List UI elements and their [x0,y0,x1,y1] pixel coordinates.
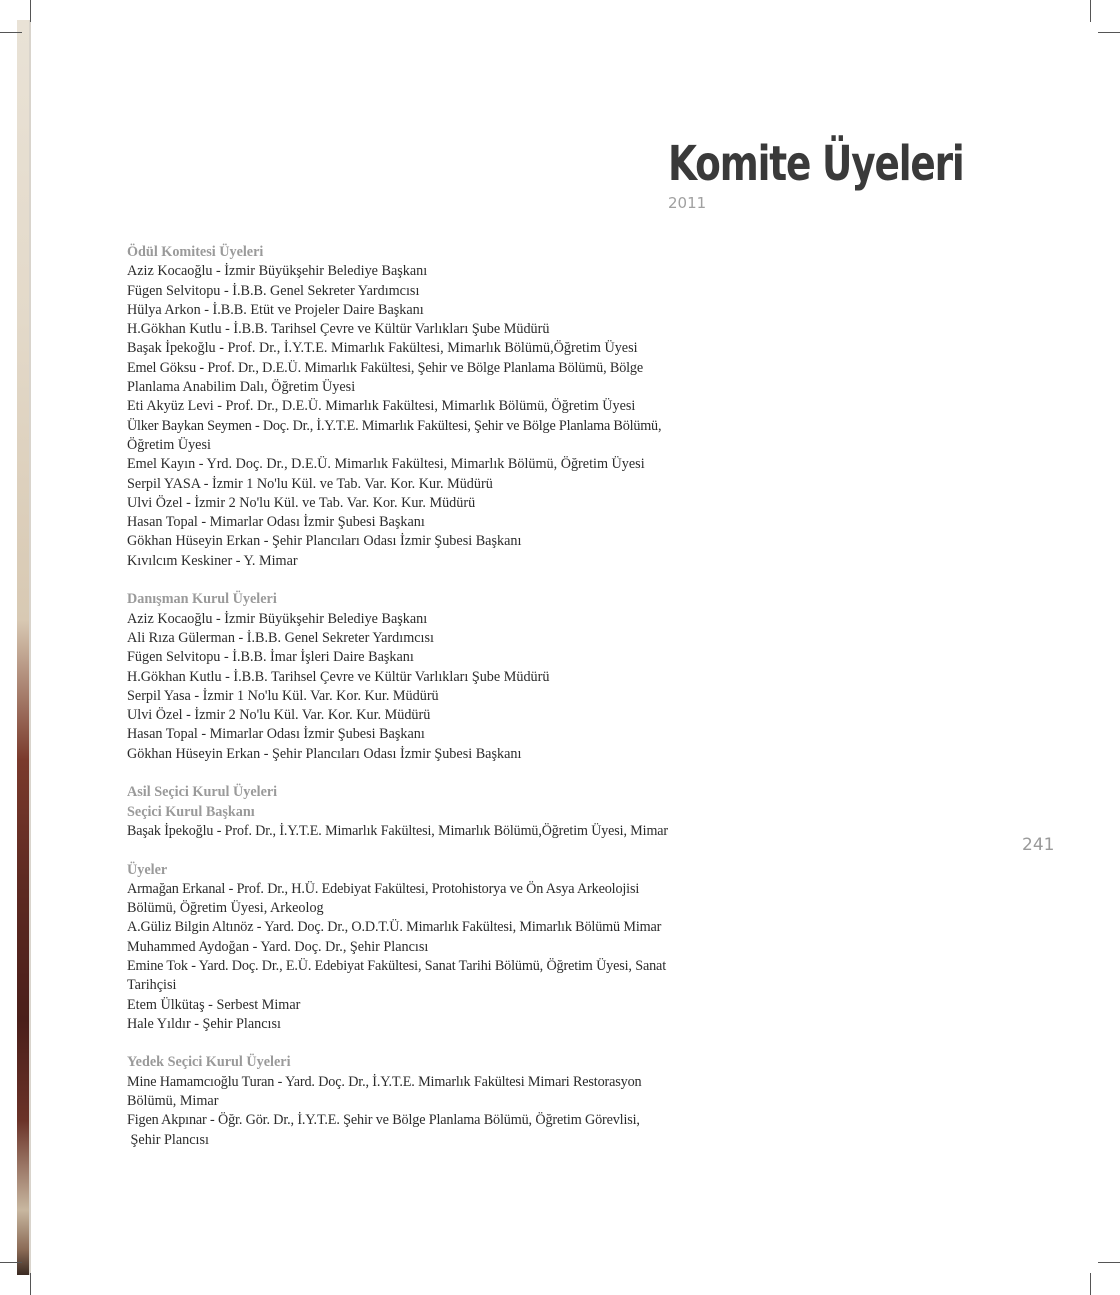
section-heading-danisman: Danışman Kurul Üyeleri [127,591,277,608]
list-item: Ali Rıza Gülerman - İ.B.B. Genel Sekreter Yardımcısı [127,629,434,646]
list-item: Fügen Selvitopu - İ.B.B. İmar İşleri Daire Başkanı [127,649,414,666]
list-item: Kıvılcım Keskiner - Y. Mimar [127,552,298,569]
year-label: 2011 [668,194,707,212]
spacer [127,841,668,860]
list-item: Emel Göksu - Prof. Dr., D.E.Ü. Mimarlık Fakültesi, Şehir ve Bölge Planlama Bölümü, Bölge [127,359,644,376]
list-item: Ulvi Özel - İzmir 2 No'lu Kül. ve Tab. Var. Kor. Kur. Müdürü [127,494,476,511]
list-item: Gökhan Hüseyin Erkan - Şehir Plancıları Odası İzmir Şubesi Başkanı [127,745,522,762]
list-item: Tarihçisi [127,977,177,994]
list-item: Ulvi Özel - İzmir 2 No'lu Kül. Var. Kor. Kur. Müdürü [127,707,431,724]
section-heading-asil: Asil Seçici Kurul Üyeleri [127,784,278,801]
crop-mark [1090,1273,1091,1295]
list-item: H.Gökhan Kutlu - İ.B.B. Tarihsel Çevre ve Kültür Varlıkları Şube Müdürü [127,321,550,338]
list-item: Planlama Anabilim Dalı, Öğretim Üyesi [127,379,356,396]
list-item: Hale Yıldır - Şehir Plancısı [127,1015,281,1032]
list-item: Fügen Selvitopu - İ.B.B. Genel Sekreter Yardımcısı [127,282,420,299]
crop-mark [1098,1262,1120,1263]
crop-mark [0,1262,22,1263]
list-item: Mine Hamamcıoğlu Turan - Yard. Doç. Dr., İ.Y.T.E. Mimarlık Fakültesi Mimari Restorasyon [127,1073,642,1090]
list-item: Bölümü, Öğretim Üyesi, Arkeolog [127,900,324,917]
list-item: Emel Kayın - Yrd. Doç. Dr., D.E.Ü. Mimarlık Fakültesi, Mimarlık Bölümü, Öğretim Üyesi [127,456,645,473]
spacer [127,571,668,590]
list-item: Hasan Topal - Mimarlar Odası İzmir Şubesi Başkanı [127,726,425,743]
page-number: 241 [1022,835,1055,855]
list-item: Bölümü, Mimar [127,1093,219,1110]
list-item: Öğretim Üyesi [127,436,211,453]
committee-list [127,243,668,1150]
spacer [127,1034,668,1053]
list-item: Başak İpekoğlu - Prof. Dr., İ.Y.T.E. Mimarlık Fakültesi, Mimarlık Bölümü,Öğretim Üyesi [127,340,638,357]
list-item: Gökhan Hüseyin Erkan - Şehir Plancıları Odası İzmir Şubesi Başkanı [127,533,522,550]
list-item: Armağan Erkanal - Prof. Dr., H.Ü. Edebiyat Fakültesi, Protohistorya ve Ön Asya Arkeolojisi [127,880,640,897]
list-item: Figen Akpınar - Öğr. Gör. Dr., İ.Y.T.E. Şehir ve Bölge Planlama Bölümü, Öğretim Görevlisi, [127,1112,640,1129]
list-item: Şehir Plancısı [127,1131,209,1148]
list-item: Başak İpekoğlu - Prof. Dr., İ.Y.T.E. Mimarlık Fakültesi, Mimarlık Bölümü,Öğretim Üyesi, Mimar [127,822,668,839]
list-item: Aziz Kocaoğlu - İzmir Büyükşehir Belediye Başkanı [127,610,428,627]
list-item: Hülya Arkon - İ.B.B. Etüt ve Projeler Daire Başkanı [127,301,424,318]
list-item: H.Gökhan Kutlu - İ.B.B. Tarihsel Çevre ve Kültür Varlıkları Şube Müdürü [127,668,550,685]
title-block [668,136,1047,212]
list-item: Emine Tok - Yard. Doç. Dr., E.Ü. Edebiyat Fakültesi, Sanat Tarihi Bölümü, Öğretim Üyesi, Sanat [127,957,666,974]
list-item: Serpil Yasa - İzmir 1 No'lu Kül. Var. Kor. Kur. Müdürü [127,687,439,704]
crop-mark [1090,0,1091,22]
crop-mark [0,32,22,33]
list-item: Muhammed Aydoğan - Yard. Doç. Dr., Şehir Plancısı [127,938,429,955]
page-edge [29,20,31,1275]
adjacent-page-photo-strip [17,20,29,1275]
page-title: Komite Üyeleri [668,136,964,192]
crop-mark [30,1273,31,1295]
crop-mark [30,0,31,22]
list-item: Serpil YASA - İzmir 1 No'lu Kül. ve Tab. Var. Kor. Kur. Müdürü [127,475,493,492]
list-item: Eti Akyüz Levi - Prof. Dr., D.E.Ü. Mimarlık Fakültesi, Mimarlık Bölümü, Öğretim Üyesi [127,398,636,415]
spacer [127,764,668,783]
list-item: Ülker Baykan Seymen - Doç. Dr., İ.Y.T.E. Mimarlık Fakültesi, Şehir ve Bölge Planlama Bölümü, [127,417,662,434]
list-item: Aziz Kocaoğlu - İzmir Büyükşehir Belediye Başkanı [127,263,428,280]
section-heading-yedek: Yedek Seçici Kurul Üyeleri [127,1054,291,1071]
crop-mark [1098,32,1120,33]
section-heading-uyeler: Üyeler [127,861,168,878]
section-heading-odul: Ödül Komitesi Üyeleri [127,244,264,260]
list-item: A.Güliz Bilgin Altınöz - Yard. Doç. Dr., O.D.T.Ü. Mimarlık Fakültesi, Mimarlık Bölümü Mimar [127,919,662,936]
section-subheading-baskan: Seçici Kurul Başkanı [127,803,255,820]
list-item: Hasan Topal - Mimarlar Odası İzmir Şubesi Başkanı [127,514,425,531]
list-item: Etem Ülkütaş - Serbest Mimar [127,996,301,1013]
